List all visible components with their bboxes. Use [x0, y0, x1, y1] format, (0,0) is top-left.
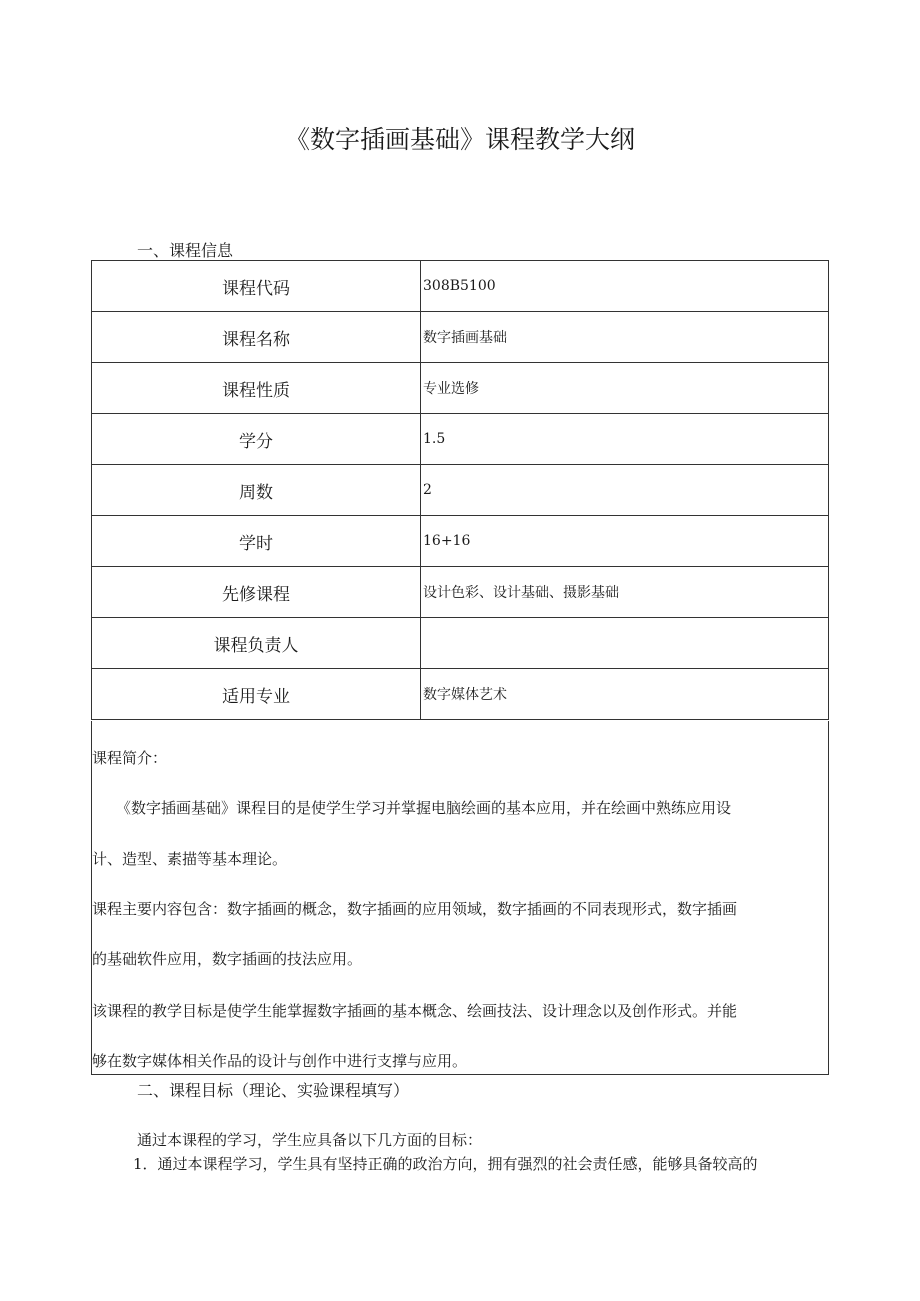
row-label: 课程代码 [92, 261, 421, 312]
table-row [92, 312, 829, 363]
row-label: 适用专业 [92, 669, 421, 720]
row-value: 308B5100 [421, 261, 829, 312]
intro-paragraph-3-line-1: 该课程的教学目标是使学生能掌握数字插画的基本概念、绘画技法、设计理念以及创作形式。并能 [92, 1002, 738, 1020]
intro-paragraph-1-line-1: 《数字插画基础》课程目的是使学生学习并掌握电脑绘画的基本应用，并在绘画中熟练应用设 [116, 799, 732, 817]
objective-item-1: 1．通过本课程学习，学生具有坚持正确的政治方向，拥有强烈的社会责任感，能够具备较高的 [133, 1155, 758, 1173]
table-row [92, 261, 829, 312]
table-row [92, 414, 829, 465]
row-label: 学时 [92, 516, 421, 567]
intro-label: 课程简介： [92, 749, 168, 767]
document-title: 《数字插画基础》课程教学大纲 [284, 125, 635, 154]
row-value: 数字媒体艺术 [421, 669, 829, 720]
intro-paragraph-1-line-2: 计、造型、素描等基本理论。 [92, 850, 288, 868]
row-value: 1.5 [421, 414, 829, 465]
row-value: 数字插画基础 [421, 312, 829, 363]
table-row [92, 567, 829, 618]
table-row [92, 669, 829, 720]
table-row [92, 618, 829, 669]
row-label: 先修课程 [92, 567, 421, 618]
table-row [92, 516, 829, 567]
intro-paragraph-3-line-2: 够在数字媒体相关作品的设计与创作中进行支撑与应用。 [92, 1052, 468, 1070]
section-heading-course-objectives: 二、课程目标（理论、实验课程填写） [137, 1081, 410, 1100]
row-value: 设计色彩、设计基础、摄影基础 [421, 567, 829, 618]
section-heading-course-info: 一、课程信息 [137, 241, 234, 260]
intro-paragraph-2-line-2: 的基础软件应用，数字插画的技法应用。 [92, 950, 363, 968]
row-value: 专业选修 [421, 363, 829, 414]
objectives-lead: 通过本课程的学习，学生应具备以下几方面的目标： [137, 1131, 483, 1149]
course-info-table [91, 260, 829, 720]
row-value [421, 618, 829, 669]
row-label: 课程性质 [92, 363, 421, 414]
row-label: 周数 [92, 465, 421, 516]
table-row [92, 363, 829, 414]
row-value: 16+16 [421, 516, 829, 567]
row-label: 学分 [92, 414, 421, 465]
table-row [92, 465, 829, 516]
row-label: 课程名称 [92, 312, 421, 363]
row-value: 2 [421, 465, 829, 516]
row-label: 课程负责人 [92, 618, 421, 669]
intro-paragraph-2-line-1: 课程主要内容包含：数字插画的概念，数字插画的应用领域，数字插画的不同表现形式，数字插画 [92, 900, 738, 918]
course-intro-box [91, 721, 829, 1075]
